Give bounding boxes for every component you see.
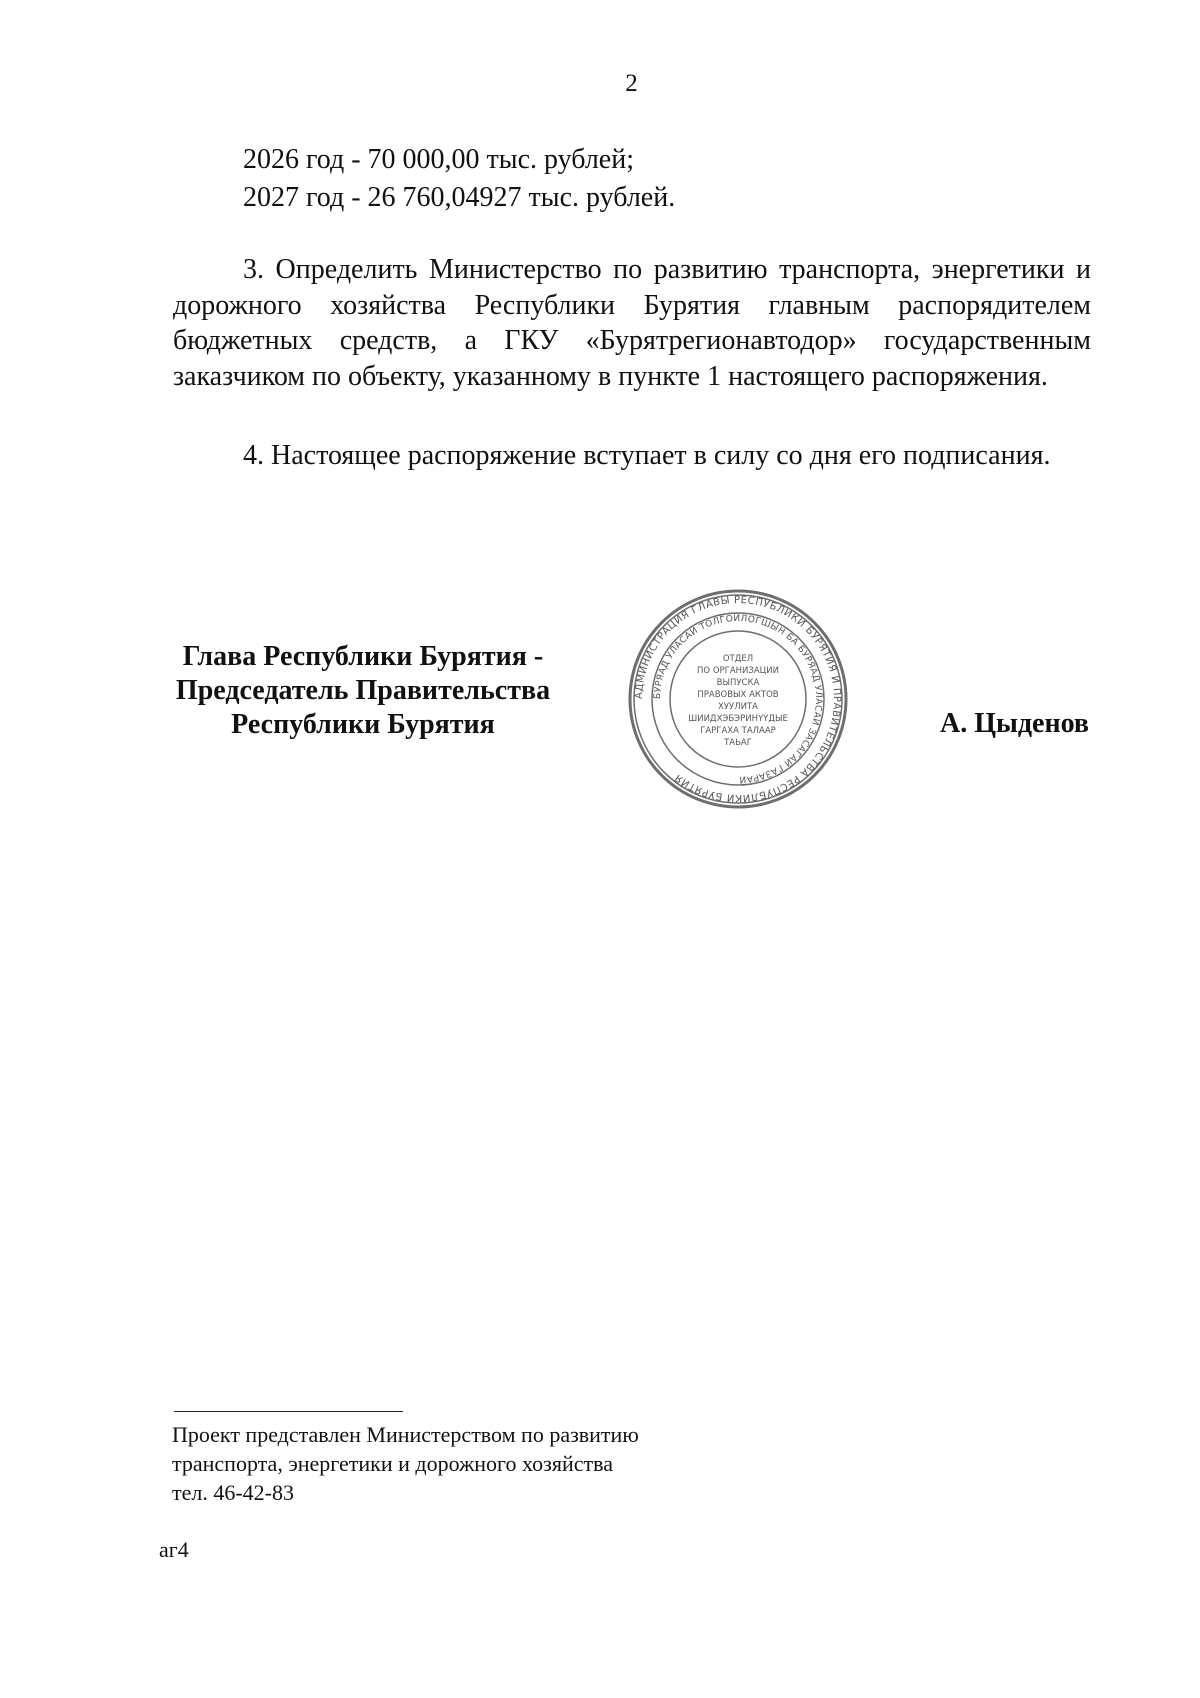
funding-line-2026: 2026 год - 70 000,00 тыс. рублей; (243, 144, 635, 175)
footer-divider (174, 1411, 403, 1412)
paragraph-3 (173, 252, 1091, 394)
seal-center-line: ВЫПУСКА (716, 678, 760, 688)
document-code: аг4 (159, 1537, 189, 1562)
seal-center-line: ПО ОРГАНИЗАЦИИ (697, 666, 779, 676)
paragraph-3-text: 3. Определить Министерство по развитию транспорта, энергетики и дорожного хозяйства Республики Бурятия главным распорядителем бюджетных средств, а ГКУ «Бурятрегионавтодор» государственным заказчиком по объекту, указанному в пункте 1 настоящего распоряжения. (173, 254, 1091, 392)
signatory-title-line: Глава Республики Бурятия - (182, 641, 544, 672)
footer-line: транспорта, энергетики и дорожного хозяйства (172, 1451, 613, 1476)
paragraph-4-text: 4. Настоящее распоряжение вступает в силу со дня его подписания. (243, 440, 1051, 471)
page-number: 2 (625, 70, 638, 97)
signatory-title-line: Республики Бурятия (231, 709, 495, 740)
footer-line: Проект представлен Министерством по развитию (172, 1422, 639, 1447)
seal-center-line: ОТДЕЛ (722, 654, 754, 664)
signatory-name: А. Цыденов (940, 708, 1090, 739)
footer-note (172, 1420, 639, 1507)
funding-line-2027: 2027 год - 26 760,04927 тыс. рублей. (243, 182, 676, 213)
seal-center-line: ПРАВОВЫХ АКТОВ (697, 690, 779, 700)
paragraph-4 (173, 438, 1091, 474)
official-seal (627, 588, 849, 810)
seal-center-line: ТАЬАГ (724, 738, 752, 748)
seal-center-line: ХУУЛИТА (718, 702, 758, 712)
footer-phone: тел. 46-42-83 (172, 1480, 295, 1505)
signatory-title-line: Председатель Правительства (175, 675, 551, 706)
seal-outer-text: АДМИНИСТРАЦИЯ ГЛАВЫ РЕСПУБЛИКИ БУРЯТИЯ И ПРАВИТЕЛЬСТВА РЕСПУБЛИКИ БУРЯТИЯ (633, 594, 843, 804)
signatory-title (160, 640, 566, 742)
seal-center-line: ШИИДХЭБЭРИНҮҮДЫЕ (688, 714, 788, 724)
seal-center-line: ГАРГАХА ТАЛААР (700, 726, 776, 736)
seal-inner-text: БУРЯАД УЛАСАЙ ТОЛГОЙЛОГШЫН БА БУРЯАД УЛАСАЙ ЗАСАГАЙ ГАЗАРАЙ (652, 613, 824, 785)
